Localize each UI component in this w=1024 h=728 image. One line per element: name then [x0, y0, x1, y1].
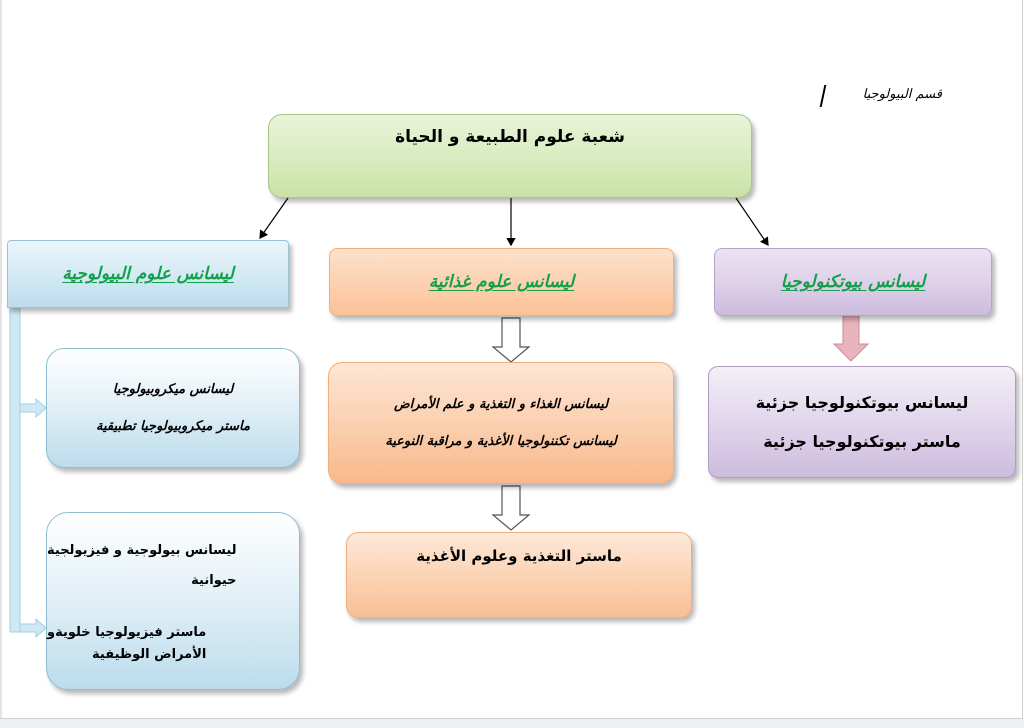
physio-line-3: ماستر فيزيولوجيا خلويةو — [47, 625, 207, 640]
food-box — [329, 248, 674, 316]
food-master-box — [346, 532, 692, 618]
micro-line-2: ماستر ميكروبيولوجيا تطبيقية — [96, 419, 250, 434]
physio-line-4: الأمراض الوظيفية — [92, 647, 207, 662]
top-box-title: شعبة علوم الطبيعة و الحياة — [395, 127, 625, 147]
food-title: ليسانس علوم غذائية — [428, 272, 575, 292]
biotech-box — [714, 248, 992, 316]
department-label: قسم البيولوجيا — [862, 87, 942, 102]
biotech-line-1: ليسانس بيوتكنولوجيا جزئية — [755, 393, 969, 412]
nutrition-line-1: ليسانس الغذاء و التغذية و علم الأمراض — [393, 397, 609, 412]
micro-line-1: ليسانس ميكروبيولوجيا — [112, 382, 234, 397]
microbiology-box — [46, 348, 300, 468]
physio-line-1: ليسانس بيولوجية و فيزيولجية — [47, 543, 237, 558]
bottom-bar — [0, 719, 1024, 728]
biology-title: ليسانس علوم البيولوجية — [62, 264, 234, 284]
biotech-title: ليسانس بيوتكنولوجيا — [780, 272, 926, 292]
biology-box — [7, 240, 289, 308]
food-master-text: ماستر التغذية وعلوم الأغذية — [416, 547, 622, 565]
physiology-box — [46, 512, 300, 690]
nutrition-line-2: ليسانس تكننولوجيا الأغذية و مراقبة النوعية — [385, 434, 617, 449]
top-box — [268, 114, 752, 198]
biotech-line-2: ماستر بيوتكنولوجيا جزئية — [763, 432, 961, 451]
nutrition-box — [328, 362, 674, 484]
physio-line-2: حيوانية — [191, 573, 237, 588]
biotech-programs-box — [708, 366, 1016, 478]
